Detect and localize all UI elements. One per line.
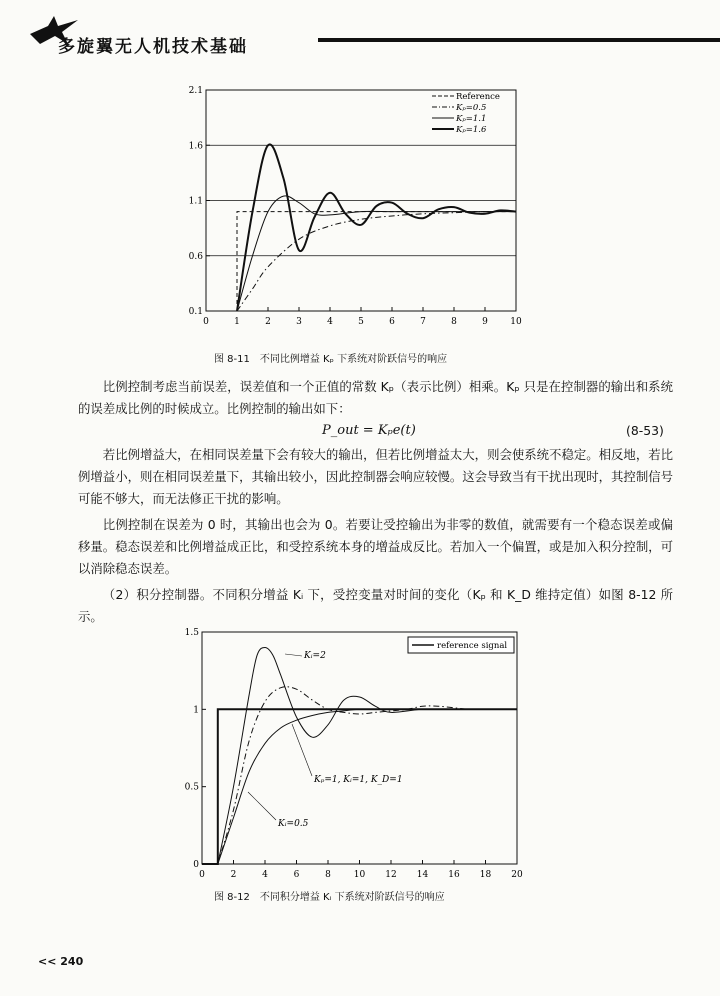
fig1-xtick-label: 9	[482, 317, 488, 327]
legend-kp-1-1: Kₚ=1.1	[456, 114, 487, 124]
figure-8-11-caption: 图 8-11 不同比例增益 Kₚ 下系统对阶跃信号的响应	[214, 354, 448, 365]
body-paragraph-2	[78, 444, 673, 628]
para-integral-intro: （2）积分控制器。不同积分增益 Kᵢ 下，受控变量对时间的变化（Kₚ 和 K_D 维持定值）如图 8-12 所示。	[78, 587, 673, 624]
para-proportional-gain: 若比例增益大，在相同误差量下会有较大的输出，但若比例增益太大，则会使系统不稳定。相反地，若比例增益小，则在相同误差量下，其输出较小，因此控制器会响应较慢。这会导致当有干扰出现时，其控制信号可能不够大，而无法修正干扰的影响。	[78, 447, 673, 506]
fig2-xtick-label: 0	[199, 870, 205, 880]
fig2-series-1	[202, 709, 517, 864]
fig2-xtick-label: 20	[511, 870, 523, 880]
fig1-ytick-label: 1.1	[188, 196, 203, 207]
header-rule	[318, 38, 720, 42]
fig1-ytick-label: 1.6	[188, 141, 203, 152]
fig1-xtick-label: 3	[296, 317, 302, 327]
fig2-ytick-label: 1.5	[184, 628, 199, 638]
formula-p-out: P_out = Kₚe(t)	[322, 423, 416, 438]
fig2-xtick-label: 2	[230, 870, 237, 880]
annotation-ki-2: Kᵢ=2	[304, 651, 326, 661]
figure-8-12-caption: 图 8-12 不同积分增益 Kᵢ 下系统对阶跃信号的响应	[214, 892, 445, 903]
fig1-xtick-label: 5	[358, 317, 364, 327]
fig1-xtick-label: 0	[203, 317, 209, 327]
legend-reference-signal: reference signal	[437, 641, 508, 651]
fig2-xtick-label: 18	[479, 870, 492, 880]
fig2-series-4	[218, 709, 517, 864]
fig2-xtick-label: 6	[293, 870, 300, 880]
fig1-series-4	[237, 144, 516, 311]
body-paragraph-1	[78, 376, 673, 420]
fig1-xtick-label: 7	[420, 317, 426, 327]
para-steady-state: 比例控制在误差为 0 时，其输出也会为 0。若要让受控输出为非零的数值，就需要有一个稳态误差或偏移量。稳态误差和比例增益成正比，和受控系统本身的增益成反比。若加入一个偏置，或是加入积分控制，可以消除稳态误差。	[78, 517, 673, 576]
annotation-ki-0-5: Kᵢ=0.5	[278, 819, 309, 829]
fig1-ytick-label: 2.1	[188, 86, 203, 96]
fig1-xtick-label: 4	[327, 317, 333, 327]
legend-kp-0-5: Kₚ=0.5	[456, 103, 487, 113]
annotation-kp-ki-kd: Kₚ=1, Kᵢ=1, K_D=1	[314, 775, 403, 785]
fig1-xtick-label: 10	[510, 317, 522, 327]
figure-8-12-legend	[408, 637, 514, 653]
figure-8-11-legend	[432, 92, 500, 135]
fig2-ytick-label: 1	[193, 705, 199, 716]
fig2-series-2	[218, 648, 517, 865]
fig2-ytick-label: 0.5	[184, 782, 199, 793]
fig2-xtick-label: 4	[262, 870, 268, 880]
legend-kp-1-6: Kₚ=1.6	[456, 125, 487, 135]
fig1-ytick-label: 0.1	[188, 307, 203, 317]
fig1-xtick-label: 6	[389, 317, 395, 327]
fig1-series-2	[237, 212, 516, 311]
fig2-xtick-label: 10	[353, 870, 366, 880]
page-number: << 240	[38, 955, 84, 968]
fig1-series-1	[237, 212, 516, 311]
fig1-ytick-label: 0.6	[188, 251, 203, 262]
fig2-xtick-label: 12	[385, 870, 397, 880]
fig2-xtick-label: 14	[416, 870, 429, 880]
book-title: 多旋翼无人机技术基础	[58, 37, 248, 57]
fig1-xtick-label: 2	[265, 317, 271, 327]
fig1-xtick-label: 8	[451, 317, 457, 327]
fig1-xtick-label: 1	[234, 317, 240, 327]
equation-number: (8-53)	[626, 423, 664, 438]
figure-8-12-chart	[184, 624, 535, 880]
para-proportional-intro: 比例控制考虑当前误差，误差值和一个正值的常数 Kₚ（表示比例）相乘。Kₚ 只是在控制器的输出和系统的误差成比例的时候成立。比例控制的输出如下：	[78, 379, 673, 416]
fig2-ytick-label: 0	[193, 860, 199, 870]
fig2-xtick-label: 16	[448, 870, 460, 880]
legend-reference: Reference	[456, 92, 500, 102]
figure-8-12-annotations	[248, 651, 403, 829]
figure-8-11-chart	[190, 80, 535, 342]
fig2-xtick-label: 8	[325, 870, 331, 880]
